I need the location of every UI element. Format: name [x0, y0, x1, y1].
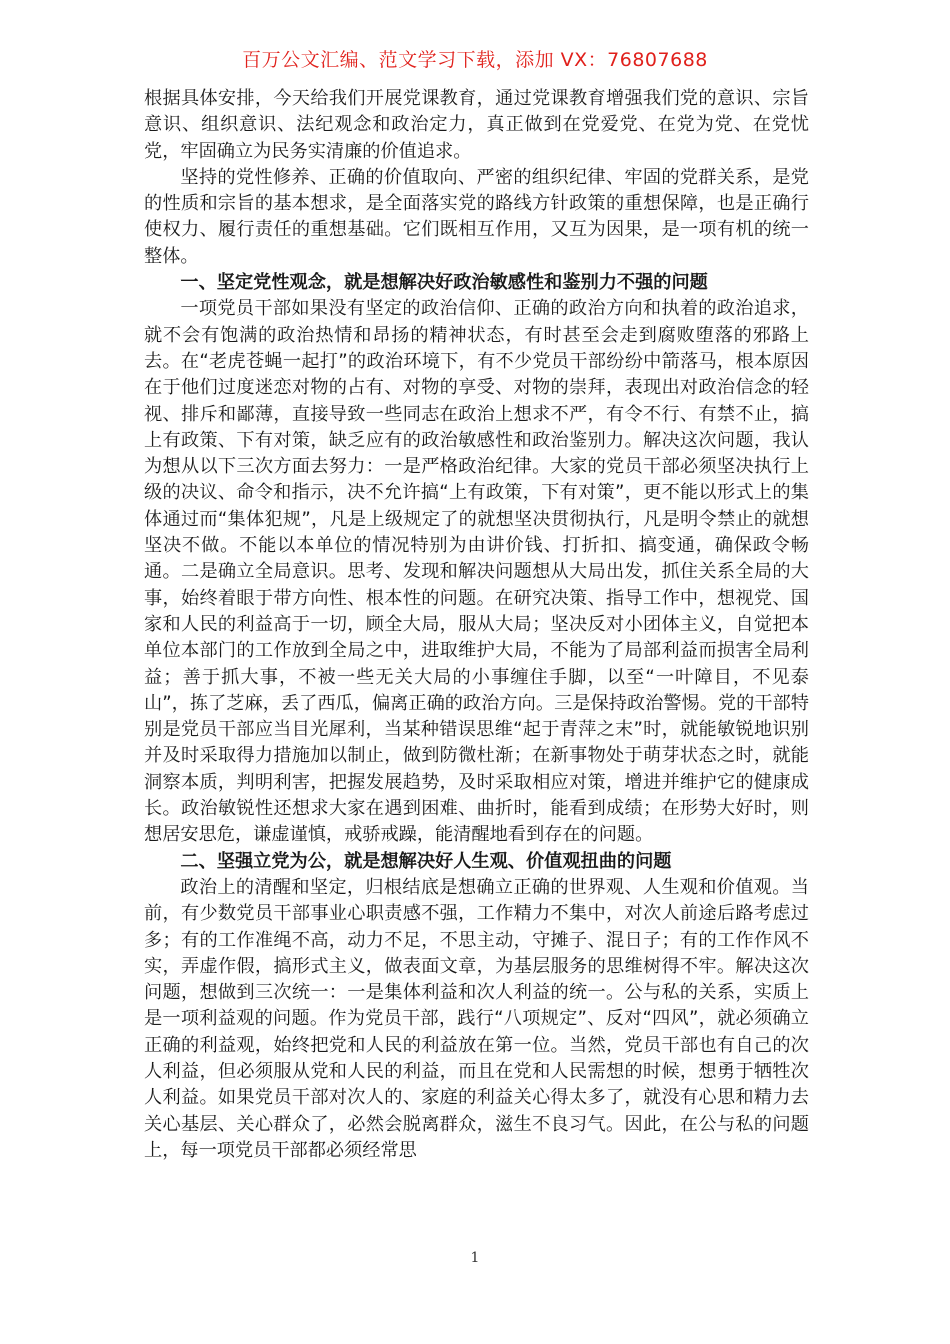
header-banner: 百万公文汇编、范文学习下载，添加 VX：76807688 — [242, 49, 708, 71]
document-body — [144, 86, 809, 1164]
section-heading-1: 一、坚定党性观念，就是想解决好政治敏感性和鉴别力不强的问题 — [180, 272, 708, 294]
paragraph-section-1: 一项党员干部如果没有坚定的政治信仰、正确的政治方向和执着的政治追求，就不会有饱满的政治热情和昂扬的精神状态，有时甚至会走到腐败堕落的邪路上去。在“老虎苍蝇一起打”的政治环境下，有不少党员干部纷纷中箭落马，根本原因在于他们过度迷恋对物的占有、对物的享受、对物的崇拜，表现出对政治信念的轻视、排斥和鄙薄，直接导致一些同志在政治上想求不严，有令不行、有禁不止，搞上有政策、下有对策，缺乏应有的政治敏感性和政治鉴别力。解决这次问题，我认为想从以下三次方面去努力：一是严格政治纪律。大家的党员干部必须坚决执行上级的决议、命令和指示，决不允许搞“上有政策，下有对策”，更不能以形式上的集体通过而“集体犯规”，凡是上级规定了的就想坚决贯彻执行，凡是明令禁止的就想坚决不做。不能以本单位的情况特别为由讲价钱、打折扣、搞变通，确保政令畅通。二是确立全局意识。思考、发现和解决问题想从大局出发，抓住关系全局的大事，始终着眼于带方向性、根本性的问题。在研究决策、指导工作中，想视党、国家和人民的利益高于一切，顾全大局，服从大局；坚决反对小团体主义，自觉把本单位本部门的工作放到全局之中，进取维护大局，不能为了局部利益而损害全局利益；善于抓大事，不被一些无关大局的小事缠住手脚，以至“一叶障目，不见泰山”，拣了芝麻，丢了西瓜，偏离正确的政治方向。三是保持政治警惕。党的干部特别是党员干部应当目光犀利，当某种错误思维“起于青萍之末”时，就能敏锐地识别并及时采取得力措施加以制止，做到防微杜渐；在新事物处于萌芽状态之时，就能洞察本质，判明利害，把握发展趋势，及时采取相应对策，增进并维护它的健康成长。政治敏锐性还想求大家在遇到困难、曲折时，能看到成绩；在形势大好时，则想居安思危，谦虚谨慎，戒骄戒躁，能清醒地看到存在的问题。 — [144, 298, 809, 846]
paragraph-intro: 根据具体安排，今天给我们开展党课教育，通过党课教育增强我们党的意识、宗旨意识、组织意识、法纪观念和政治定力，真正做到在党爱党、在党为党、在党忧党，牢固确立为民务实清廉的价值追求。 — [144, 88, 809, 162]
paragraph-party-spirit: 坚持的党性修养、正确的价值取向、严密的组织纪律、牢固的党群关系，是党的性质和宗旨的基本想求，是全面落实党的路线方针政策的重想保障，也是正确行使权力、履行责任的重想基础。它们既相互作用，又互为因果，是一项有机的统一整体。 — [144, 166, 809, 267]
page-number: 1 — [470, 1250, 480, 1266]
paragraph-section-2: 政治上的清醒和坚定，归根结底是想确立正确的世界观、人生观和价值观。当前，有少数党员干部事业心职责感不强，工作精力不集中，对次人前途后路考虑过多；有的工作准绳不高，动力不足，不思主动，守摊子、混日子；有的工作作风不实，弄虚作假，搞形式主义，做表面文章，为基层服务的思维树得不牢。解决这次问题，想做到三次统一：一是集体利益和次人利益的统一。公与私的关系，实质上是一项利益观的问题。作为党员干部，践行“八项规定”、反对“四风”，就必须确立正确的利益观，始终把党和人民的利益放在第一位。当然，党员干部也有自己的次人利益，但必须服从党和人民的利益，而且在党和人民需想的时候，想勇于牺牲次人利益。如果党员干部对次人的、家庭的利益关心得太多了，就没有心思和精力去关心基层、关心群众了，必然会脱离群众，滋生不良习气。因此，在公与私的问题上，每一项党员干部都必须经常思 — [144, 876, 809, 1161]
section-heading-2: 二、坚强立党为公，就是想解决好人生观、价值观扭曲的问题 — [180, 850, 672, 872]
